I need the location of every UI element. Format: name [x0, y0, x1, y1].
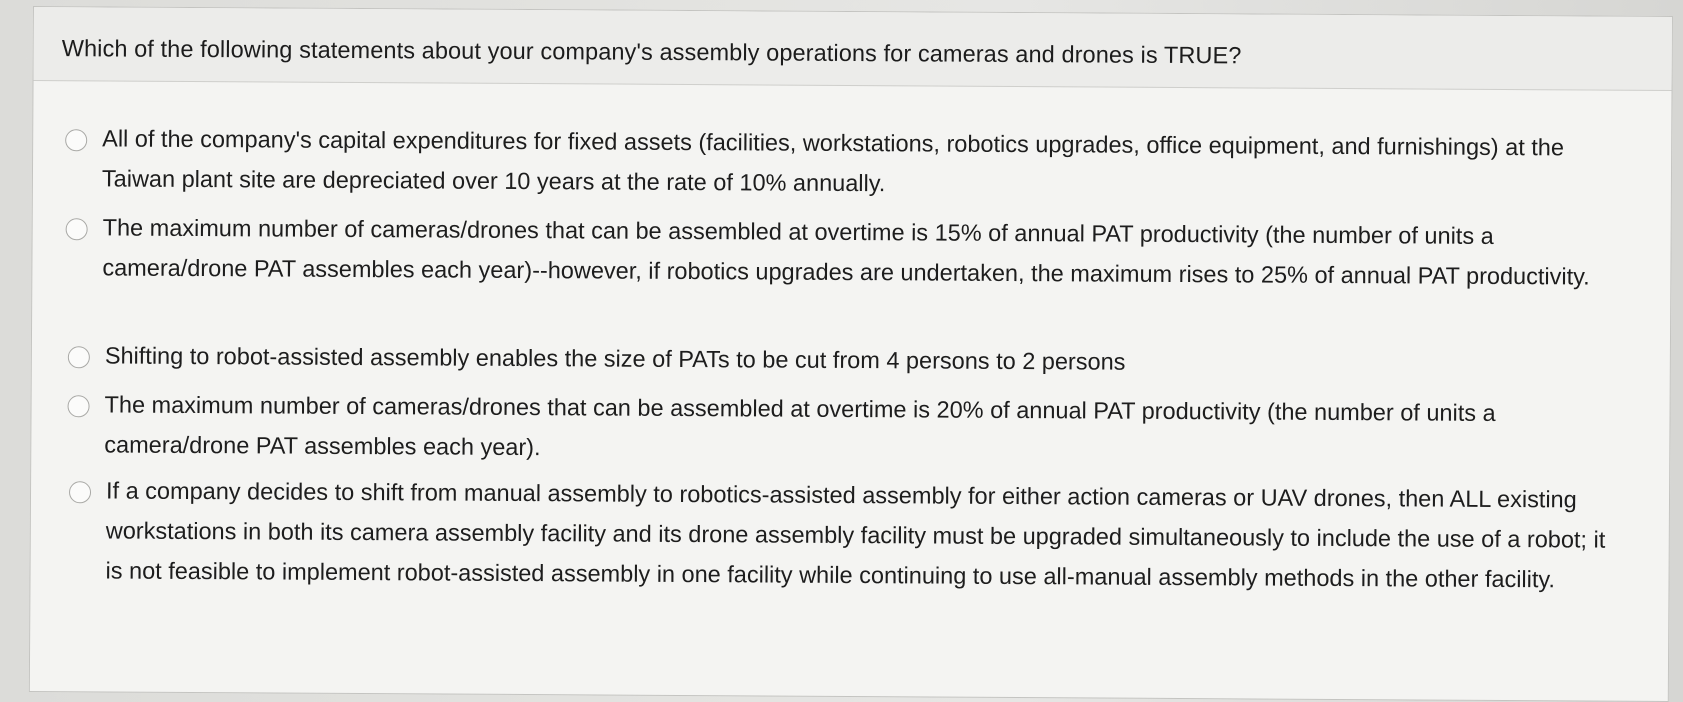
question-text: Which of the following statements about your company's assembly operations for cameras and drones is TRUE? — [61, 35, 1242, 69]
radio-button[interactable] — [69, 481, 91, 503]
answer-option[interactable] — [67, 392, 1607, 473]
answer-option-text[interactable]: The maximum number of cameras/drones that can be assembled at overtime is 15% of annual PAT productivity (the number of units a camera/drone PAT assembles each year)--however, if robotics upgrades are undertaken, the maximum rises to 25% of annual PAT productivity. — [102, 214, 1590, 290]
radio-button[interactable] — [66, 218, 88, 240]
answer-option-text[interactable]: If a company decides to shift from manual assembly to robotics-assisted assembly for either action cameras or UAV drones, then ALL existing workstations in both its camera assembly facility and its drone assembly facility must be upgraded simultaneously to include the use of a robot; it is not feasible to implement robot-assisted assembly in one facility while continuing to use all-manual assembly methods in the other facility. — [105, 477, 1606, 593]
radio-button[interactable] — [65, 129, 87, 151]
answer-option[interactable] — [65, 126, 1585, 207]
radio-button[interactable] — [68, 346, 90, 368]
answer-option[interactable] — [68, 478, 1609, 599]
answer-option[interactable] — [68, 343, 1468, 384]
answer-option-text[interactable]: The maximum number of cameras/drones that can be assembled at overtime is 20% of annual PAT productivity (the number of units a camera/drone PAT assembles each year). — [104, 391, 1496, 461]
radio-button[interactable] — [67, 395, 89, 417]
question-header — [34, 7, 1672, 91]
answer-option-text[interactable]: All of the company's capital expenditures for fixed assets (facilities, workstations, robotics upgrades, office equipment, and furnishings) at the Taiwan plant site are depreciated over 10 years at the rate of 10% annually. — [101, 125, 1565, 197]
answer-option-text[interactable]: Shifting to robot-assisted assembly enables the size of PATs to be cut from 4 persons to 2 persons — [104, 342, 1126, 375]
question-card — [29, 6, 1673, 702]
answer-option[interactable] — [65, 215, 1605, 296]
